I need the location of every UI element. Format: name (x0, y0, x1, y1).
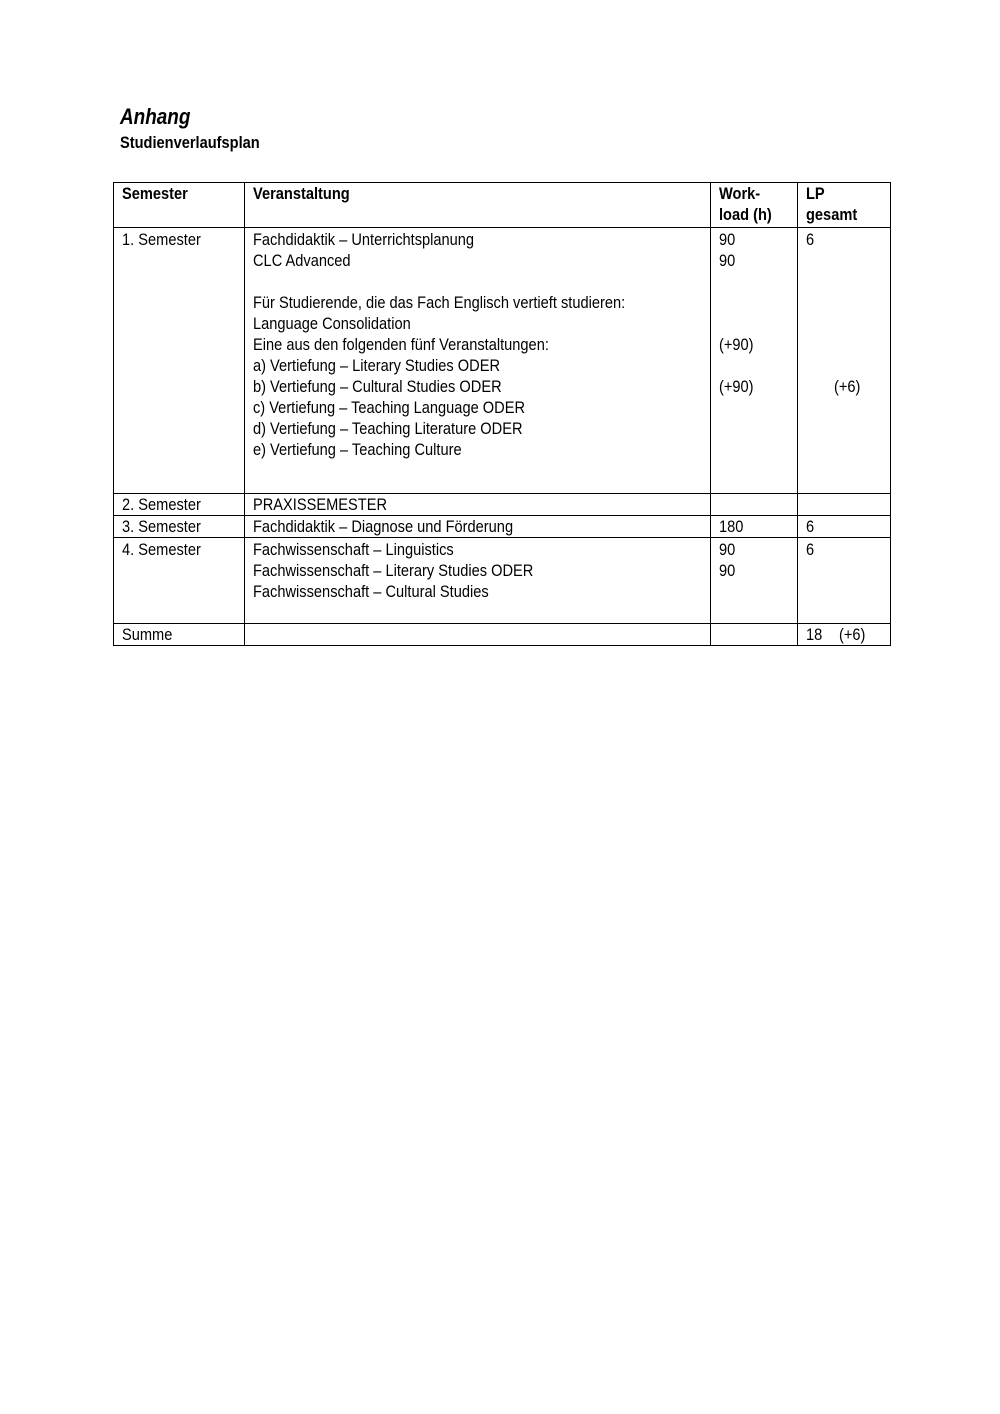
header-lp: LP gesamt (798, 183, 891, 228)
sum-label-cell: Summe (114, 624, 245, 646)
study-plan-table (113, 182, 891, 646)
table-row (114, 516, 891, 538)
page-heading: Anhang (120, 104, 191, 129)
lp-cell: 6 (+6) (798, 228, 891, 494)
table-row-sum (114, 624, 891, 646)
semester-cell: 3. Semester (114, 516, 245, 538)
lp-total-cell: 18 (+6) (798, 624, 891, 646)
header-veranstaltung: Veranstaltung (245, 183, 711, 228)
header-workload: Work- load (h) (711, 183, 798, 228)
header-semester: Semester (114, 183, 245, 228)
workload-cell: 180 (711, 516, 798, 538)
table-row (114, 228, 891, 494)
lp-cell: 6 (798, 516, 891, 538)
courses-cell: Fachdidaktik – Diagnose und Förderung (245, 516, 711, 538)
lp-cell: 6 (798, 538, 891, 624)
semester-cell: 4. Semester (114, 538, 245, 624)
table-row (114, 538, 891, 624)
workload-cell (711, 624, 798, 646)
semester-cell: 1. Semester (114, 228, 245, 494)
workload-cell: 90 90 (711, 538, 798, 624)
table-row (114, 494, 891, 516)
courses-cell: Fachwissenschaft – Linguistics Fachwissenschaft – Literary Studies ODER Fachwissenschaft – Cultural Studies (245, 538, 711, 624)
workload-cell: 90 90 (+90) (+90) (711, 228, 798, 494)
workload-cell (711, 494, 798, 516)
lp-cell (798, 494, 891, 516)
semester-cell: 2. Semester (114, 494, 245, 516)
courses-cell (245, 624, 711, 646)
courses-cell: PRAXISSEMESTER (245, 494, 711, 516)
table-header-row (114, 183, 891, 228)
page-subheading: Studienverlaufsplan (120, 133, 260, 152)
courses-cell: Fachdidaktik – Unterrichtsplanung CLC Advanced Für Studierende, die das Fach Englisch vertieft studieren: Language Consolidation Eine aus den folgenden fünf Veranstaltungen: a) Vertiefung – Literary Studies ODER b) Vertiefung – Cultural Studies ODER c) Vertiefung – Teaching Language ODER d) Vertiefung – Teaching Literature ODER e) Vertiefung – Teaching Culture (245, 228, 711, 494)
